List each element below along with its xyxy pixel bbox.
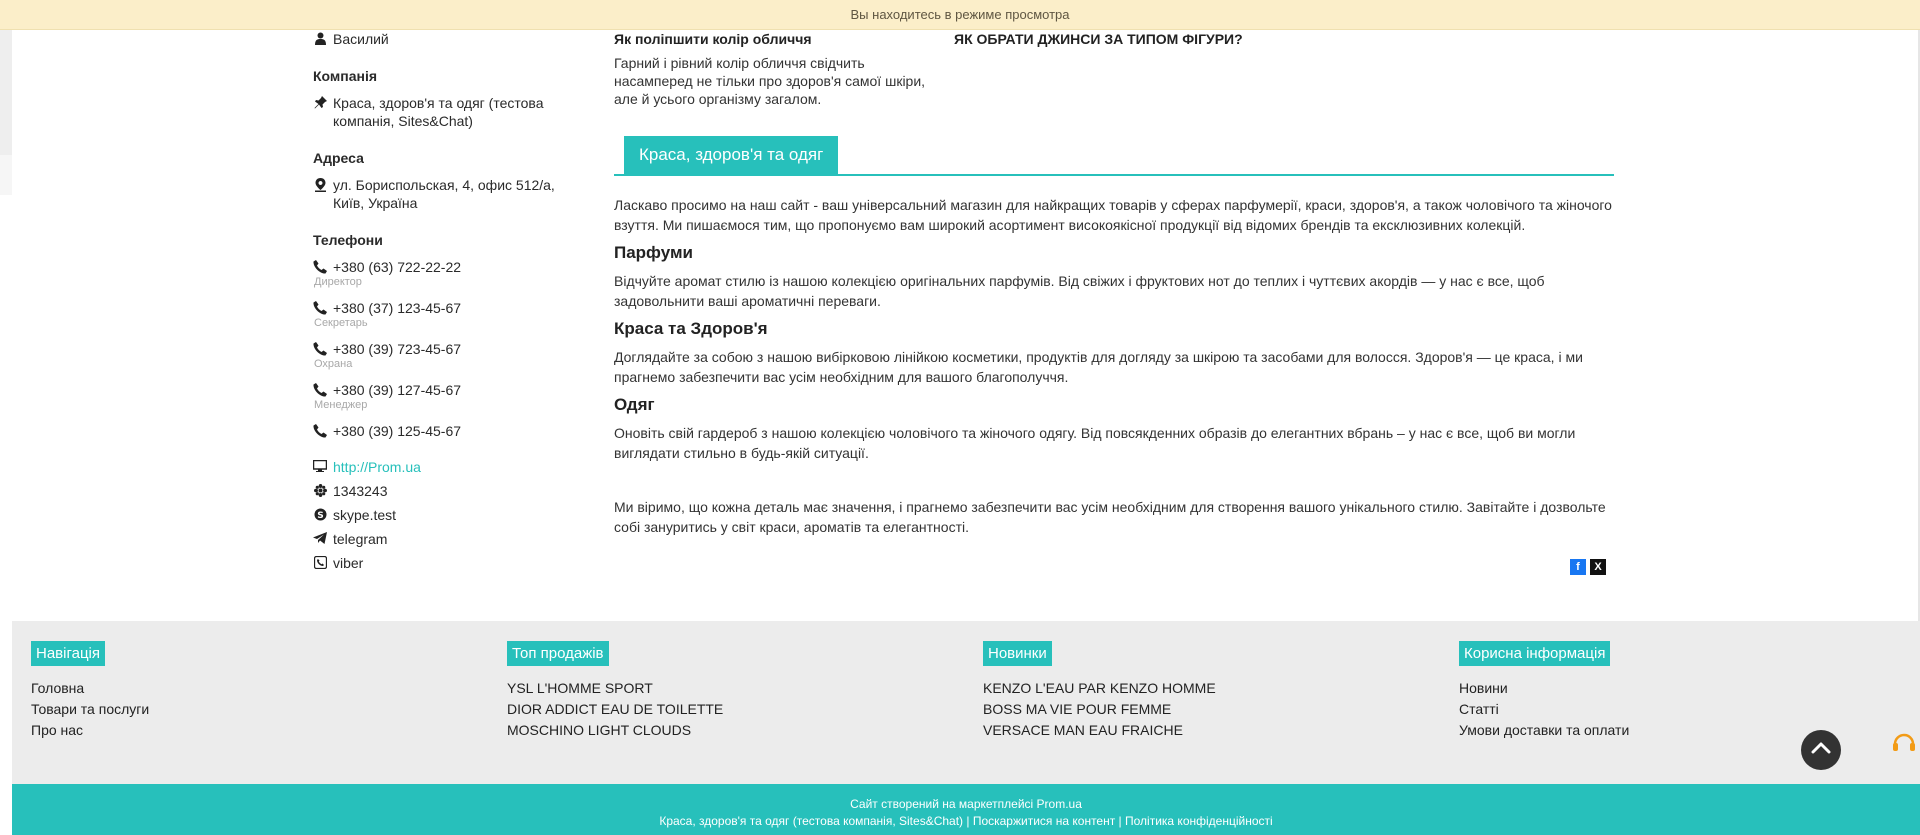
contact-website (313, 458, 563, 476)
x-share-button[interactable] (1590, 559, 1606, 575)
headset-icon (1891, 729, 1917, 760)
phone-number[interactable]: +380 (63) 722-22-22 (333, 259, 462, 275)
contact-address (313, 176, 563, 212)
phone-entry (313, 299, 563, 330)
phone-line (313, 381, 563, 399)
beauty-heading: Краса та Здоров'я (614, 319, 768, 338)
legal-links[interactable]: Краса, здоров'я та одяг (тестова компанія, Sites&Chat) | Поскаржитися на контент | Політика конфіденційності (659, 814, 1273, 828)
contact-person-name: Василий (333, 31, 389, 47)
viber-name: viber (333, 555, 364, 571)
footer-link[interactable]: Головна (31, 680, 85, 696)
about-content (614, 196, 1614, 537)
footer-heading: Навігація (31, 641, 105, 666)
footer-link[interactable]: Товари та послуги (31, 701, 150, 717)
left-edge-shade-lower (0, 155, 12, 195)
phone-list (313, 258, 563, 440)
phone-entry (313, 340, 563, 371)
share-buttons (1570, 559, 1606, 575)
company-name: Краса, здоров'я та одяг (тестова компанія, Sites&Chat) (333, 95, 544, 129)
phone-number[interactable]: +380 (39) 125-45-67 (333, 423, 462, 439)
footer-links (507, 678, 723, 741)
phone-entry (313, 258, 563, 289)
viber-icon (313, 556, 327, 569)
section-tab-title: Краса, здоров'я та одяг (624, 136, 838, 174)
monitor-icon (313, 460, 327, 472)
phone-line (313, 340, 563, 358)
contact-company (313, 94, 563, 130)
footer-links (31, 678, 149, 741)
beauty-paragraph: Доглядайте за собою з нашою вибірковою лінійкою косметики, продуктів для догляду за шкірою та засобами для волосся. Здоров'я — це краса, і ми прагнемо забезпечити вас усім необхідним для вашого благополуччя. (614, 349, 1583, 385)
footer (12, 621, 1920, 784)
footer-link[interactable]: Новини (1459, 680, 1508, 696)
website-link[interactable]: http://Prom.ua (333, 459, 421, 475)
telegram-icon (313, 532, 327, 544)
footer-link[interactable]: VERSACE MAN EAU FRAICHE (983, 722, 1183, 738)
chevron-up-icon (1811, 741, 1831, 759)
icq-number: 1343243 (333, 483, 388, 499)
contacts-panel (313, 30, 563, 572)
footer-link[interactable]: DIOR ADDICT EAU DE TOILETTE (507, 701, 724, 717)
company-heading: Компанія (313, 68, 378, 84)
footer-links (983, 678, 1216, 741)
footer-link[interactable]: YSL L'HOMME SPORT (507, 680, 653, 696)
contact-person (313, 30, 563, 48)
phones-heading: Телефони (313, 232, 383, 248)
pin-icon (313, 96, 327, 109)
article-card[interactable] (614, 30, 934, 108)
footer-heading: Новинки (983, 641, 1052, 666)
phone-number[interactable]: +380 (39) 127-45-67 (333, 382, 462, 398)
intro-paragraph: Ласкаво просимо на наш сайт - ваш універсальний магазин для найкращих товарів у сферах парфумерії, краси, здоров'я, а також чоловічого та жіночого взуття. Ми пишаємося тим, що пропонуємо вам широкий асортимент високоякісної продукції від відомих брендів та ексклюзивних колекцій. (614, 197, 1612, 233)
user-icon (313, 32, 327, 45)
svg-text:S: S (316, 511, 324, 521)
telegram-name: telegram (333, 531, 388, 547)
left-edge-shade (0, 30, 12, 155)
address-heading: Адреса (313, 150, 364, 166)
article-title[interactable]: Як поліпшити колір обличчя (614, 31, 812, 47)
facebook-share-button[interactable] (1570, 559, 1586, 575)
footer-link[interactable]: KENZO L'EAU PAR KENZO HOMME (983, 680, 1216, 696)
footer-link[interactable]: Про нас (31, 722, 84, 738)
phone-role: Секретарь (314, 317, 368, 329)
phone-number[interactable]: +380 (39) 723-45-67 (333, 341, 462, 357)
footer-col-useful-info (1459, 641, 1629, 741)
section-header (614, 136, 1614, 176)
article-card[interactable] (954, 30, 1274, 48)
contact-icq (313, 482, 563, 500)
footer-link[interactable]: BOSS MA VIE POUR FEMME (983, 701, 1172, 717)
phone-icon (313, 424, 327, 438)
skype-icon (313, 508, 327, 521)
footer-col-navigation (31, 641, 149, 741)
phone-icon (313, 301, 327, 315)
contact-telegram (313, 530, 563, 548)
phone-number[interactable]: +380 (37) 123-45-67 (333, 300, 462, 316)
skype-name: skype.test (333, 507, 397, 523)
facebook-icon: f (1576, 561, 1580, 573)
icq-icon (313, 484, 327, 497)
perfume-paragraph: Відчуйте аромат стилю із нашою колекцією оригінальних парфумів. Від свіжих і фруктових нот до теплих і чуттєвих акордів — у нас є все, щоб задовольнити ваші ароматичні переваги. (614, 273, 1545, 309)
support-chat-button[interactable] (1888, 728, 1920, 760)
footer-link[interactable]: Умови доставки та оплати (1459, 722, 1630, 738)
phone-role: Менеджер (314, 399, 368, 411)
preview-mode-text: Вы находитесь в режиме просмотра (850, 7, 1070, 22)
phone-icon (313, 342, 327, 356)
footer-links (1459, 678, 1629, 741)
contact-skype (313, 506, 563, 524)
phone-entry (313, 381, 563, 412)
phone-role: Директор (314, 276, 362, 288)
perfume-heading: Парфуми (614, 243, 693, 262)
address-text: ул. Бориспольская, 4, офис 512/а, Київ, Україна (333, 177, 555, 211)
footer-link[interactable]: MOSCHINO LIGHT CLOUDS (507, 722, 692, 738)
phone-icon (313, 260, 327, 274)
article-excerpt: Гарний і рівний колір обличчя свідчить насамперед не тільки про здоров'я самої шкіри, але й усього організму загалом. (614, 55, 926, 107)
footer-link[interactable]: Статті (1459, 701, 1499, 717)
built-on-text[interactable]: Сайт створений на маркетплейсі Prom.ua (850, 797, 1082, 811)
footer-col-new-arrivals (983, 641, 1216, 741)
preview-mode-banner (0, 0, 1920, 30)
phone-icon (313, 383, 327, 397)
x-icon: X (1594, 561, 1602, 573)
clothes-heading: Одяг (614, 395, 655, 414)
contact-viber (313, 554, 563, 572)
footer-heading: Корисна інформація (1459, 641, 1610, 666)
phone-line (313, 422, 563, 440)
scroll-to-top-button[interactable] (1801, 730, 1841, 770)
outro-paragraph: Ми віримо, що кожна деталь має значення, і прагнемо забезпечити вас усім необхідним для створення вашого унікального стилю. Завітайте і дозвольте собі зануритись у світ краси, ароматів та елегантності. (614, 499, 1606, 535)
footer-col-top-sales (507, 641, 723, 741)
clothes-paragraph: Оновіть свій гардероб з нашою колекцією чоловічого та жіночого одягу. Від повсякденних образів до елегантних вбрань – у нас є все, щоб ви могли виглядати стильно в будь-якій ситуації. (614, 425, 1576, 461)
article-title[interactable]: ЯК ОБРАТИ ДЖИНСИ ЗА ТИПОМ ФІГУРИ? (954, 31, 1243, 47)
bottom-bar (12, 784, 1920, 835)
map-marker-icon (313, 178, 327, 192)
phone-entry (313, 422, 563, 440)
phone-line (313, 299, 563, 317)
phone-line (313, 258, 563, 276)
phone-role: Охрана (314, 358, 353, 370)
footer-heading: Топ продажів (507, 641, 609, 666)
